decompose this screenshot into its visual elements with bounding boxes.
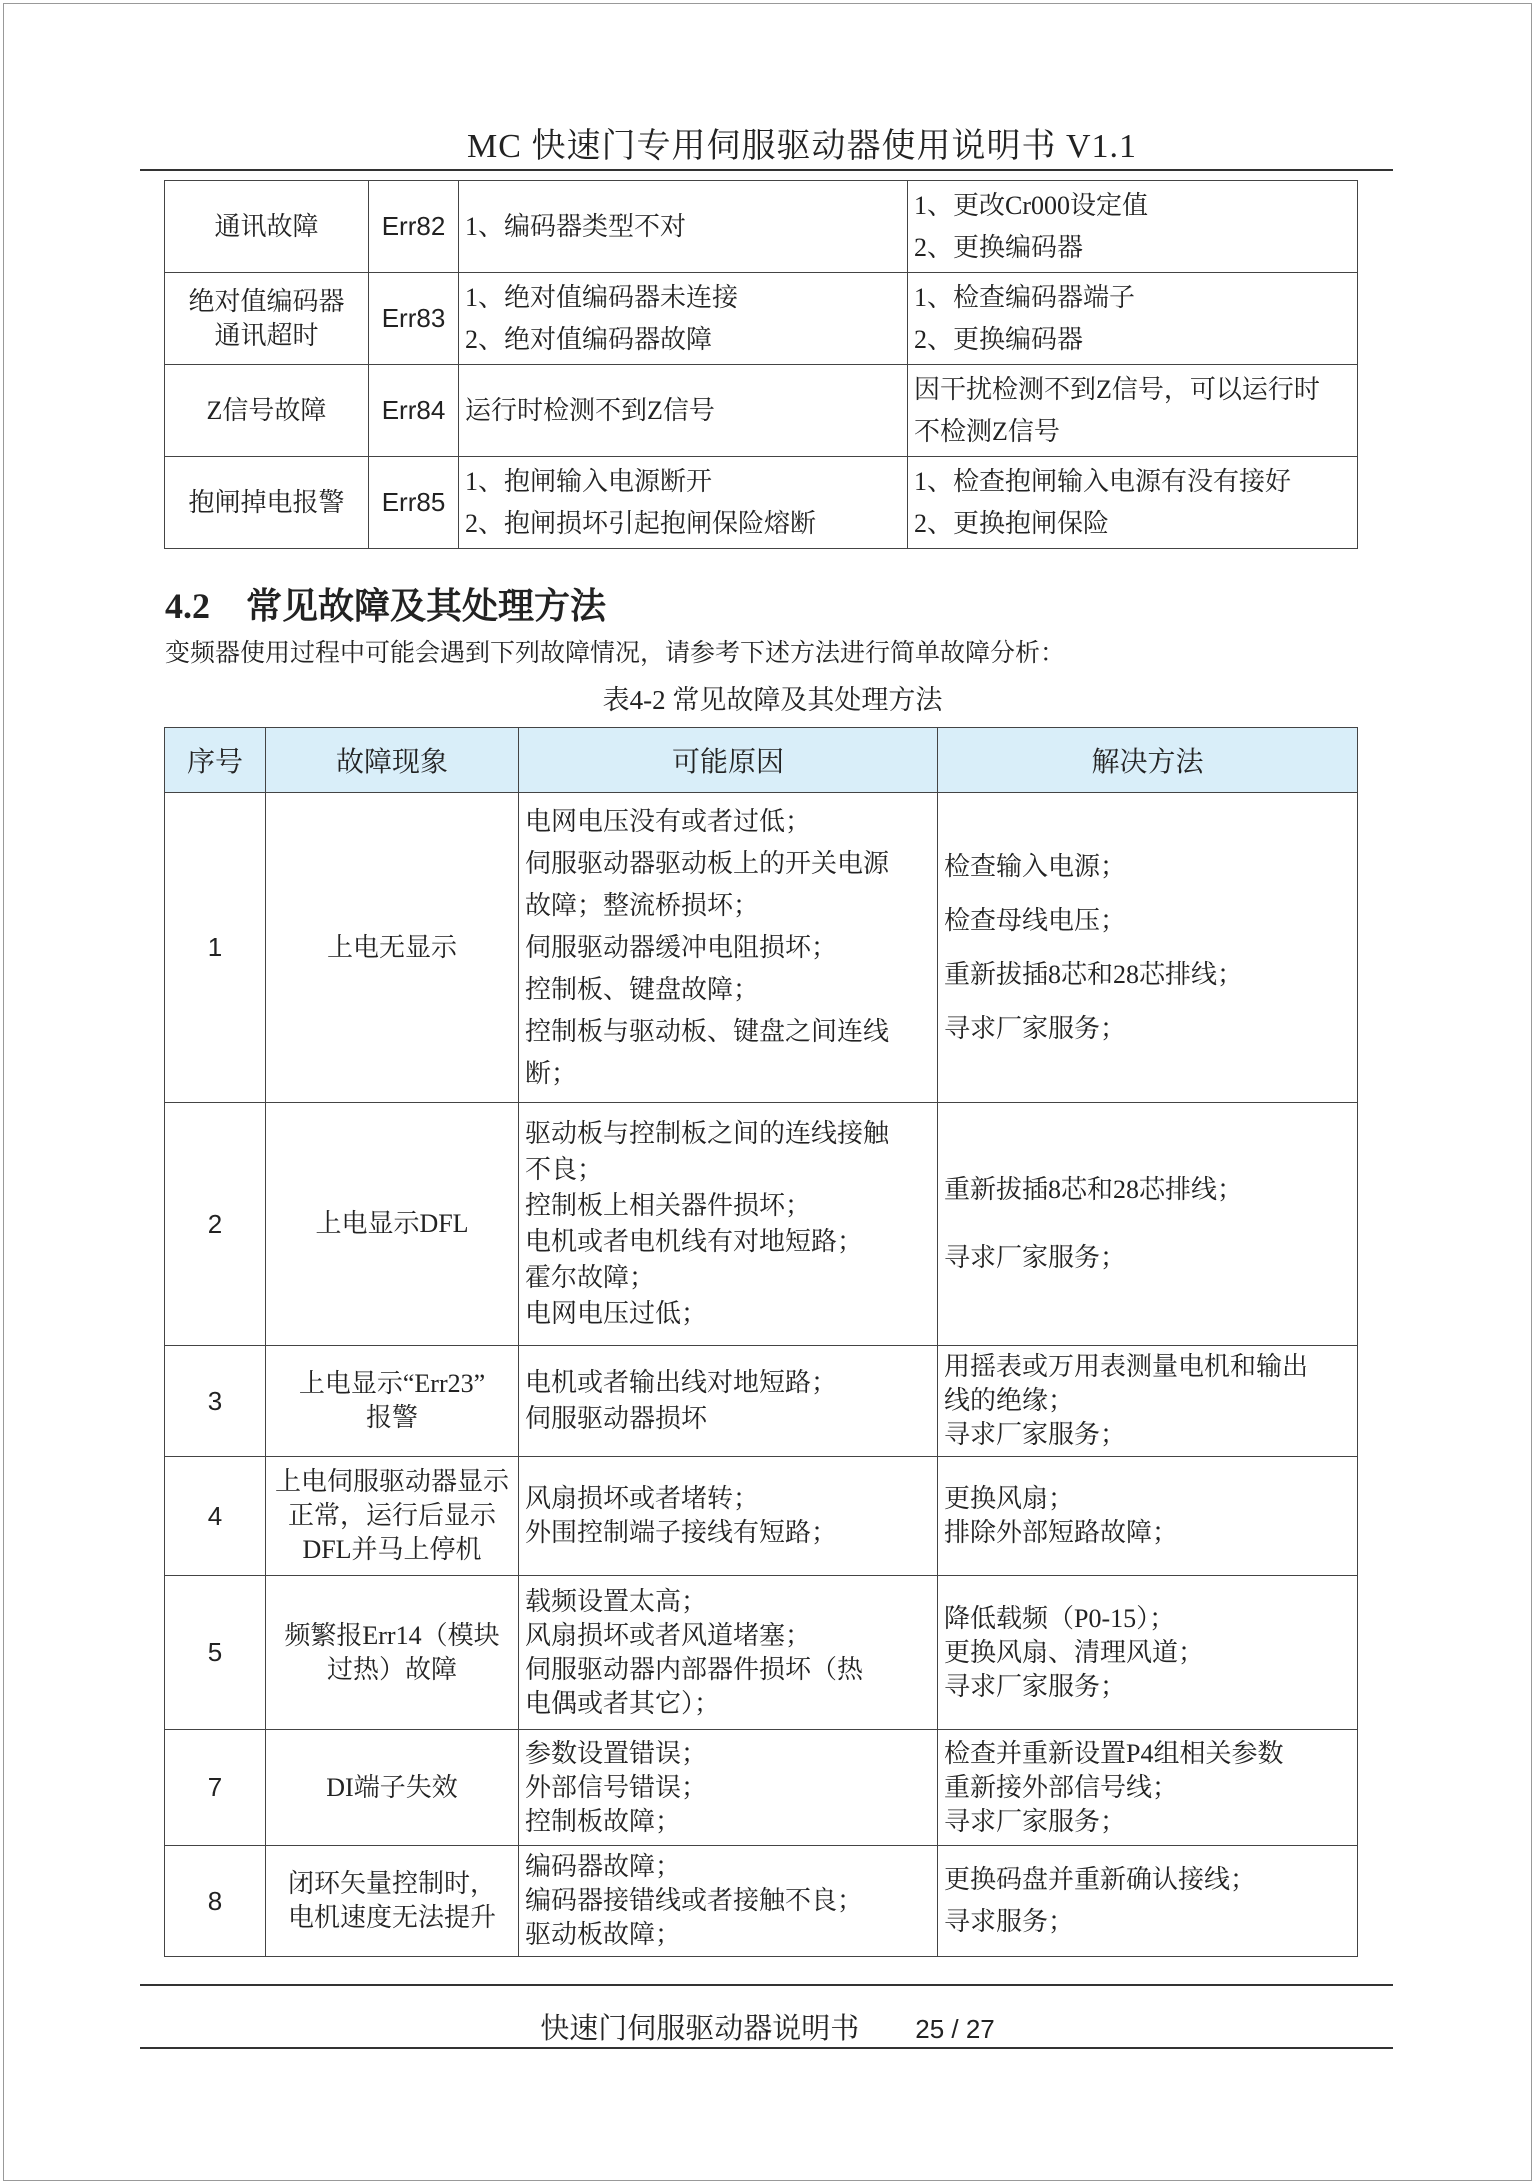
error-code-cell bbox=[369, 181, 459, 273]
cause-cell bbox=[459, 365, 908, 457]
cell-line: 检查并重新设置P4组相关参数 bbox=[944, 1738, 1284, 1768]
cell-line: 电机速度无法提升 bbox=[287, 1903, 496, 1932]
solution-cell bbox=[908, 181, 1358, 273]
col-header-solution: 解决方法 bbox=[938, 728, 1358, 793]
solution-cell bbox=[908, 273, 1358, 365]
cell-line: 上电无显示 bbox=[326, 932, 457, 962]
cell-line: 不良； bbox=[525, 1155, 604, 1184]
page-number: 25 / 27 bbox=[915, 2014, 995, 2044]
cause-cell bbox=[519, 1103, 938, 1346]
cell-line: 控制板与驱动板、键盘之间连线 bbox=[525, 1016, 890, 1046]
cell-line: 霍尔故障； bbox=[525, 1263, 656, 1292]
cell-line: 电网电压没有或者过低； bbox=[525, 806, 812, 836]
solution-cell bbox=[938, 793, 1358, 1103]
cell-line: 上电伺服驱动器显示 bbox=[274, 1467, 509, 1496]
section-heading: 4.2 常见故障及其处理方法 bbox=[165, 586, 607, 626]
cause-cell bbox=[459, 273, 908, 365]
cell-line: 报警 bbox=[365, 1403, 418, 1432]
cell-line: 电网电压过低； bbox=[525, 1299, 708, 1328]
fault-name-cell bbox=[165, 181, 369, 273]
cell-line: 电机或者输出线对地短路； bbox=[525, 1368, 838, 1397]
cell-line: 重新拔插8芯和28芯排线； bbox=[944, 959, 1244, 989]
cell-line: 1、检查编码器端子 bbox=[914, 282, 1136, 312]
row-number-cell: 2 bbox=[165, 1103, 266, 1346]
solution-cell bbox=[908, 365, 1358, 457]
cell-line: 1、绝对值编码器未连接 bbox=[465, 282, 739, 312]
cell-line: 通讯超时 bbox=[214, 320, 319, 350]
row-number-cell: 1 bbox=[165, 793, 266, 1103]
cell-line: 2、更换编码器 bbox=[914, 232, 1084, 262]
table-row bbox=[165, 1846, 1358, 1957]
table-caption: 表4-2 常见故障及其处理方法 bbox=[602, 685, 943, 715]
error-code-cell bbox=[369, 365, 459, 457]
fault-name-cell bbox=[165, 273, 369, 365]
symptom-cell bbox=[266, 1846, 519, 1957]
cell-line: 驱动板与控制板之间的连线接触 bbox=[525, 1119, 890, 1148]
cell-line: 更换风扇、清理风道； bbox=[944, 1637, 1205, 1667]
solution-cell bbox=[938, 1346, 1358, 1457]
cell-line: 过热）故障 bbox=[326, 1654, 457, 1684]
cell-line: 故障；整流桥损坏； bbox=[525, 890, 760, 920]
solution-cell bbox=[908, 457, 1358, 549]
cause-cell bbox=[519, 1576, 938, 1730]
symptom-cell bbox=[266, 1730, 519, 1846]
table-row bbox=[165, 1576, 1358, 1730]
cell-line: 1、抱闸输入电源断开 bbox=[465, 466, 713, 496]
cell-line: 1、检查抱闸输入电源有没有接好 bbox=[914, 466, 1292, 496]
solution-cell bbox=[938, 1730, 1358, 1846]
cell-line: 更换风扇； bbox=[944, 1484, 1075, 1513]
fault-name-cell bbox=[165, 365, 369, 457]
row-number-cell: 8 bbox=[165, 1846, 266, 1957]
cell-line: DFL并马上停机 bbox=[302, 1535, 482, 1564]
cell-line: 绝对值编码器 bbox=[188, 286, 345, 316]
cell-line: 控制板、键盘故障； bbox=[525, 974, 760, 1004]
cell-line: 2、抱闸损坏引起抱闸保险熔断 bbox=[465, 508, 817, 538]
solution-cell bbox=[938, 1846, 1358, 1957]
cell-line: 上电显示DFL bbox=[315, 1209, 469, 1238]
table-row bbox=[165, 1730, 1358, 1846]
page-footer bbox=[0, 2006, 1535, 2047]
error-code-cell bbox=[369, 273, 459, 365]
cell-line: 寻求厂家服务； bbox=[944, 1243, 1127, 1272]
footer-rule-top bbox=[140, 1984, 1393, 1986]
cell-line: DI端子失效 bbox=[326, 1772, 458, 1802]
cell-line: 伺服驱动器驱动板上的开关电源 bbox=[525, 848, 890, 878]
cell-line: Err84 bbox=[381, 395, 446, 425]
cell-line: 风扇损坏或者堵转； bbox=[525, 1484, 760, 1513]
cause-cell bbox=[519, 1846, 938, 1957]
row-number-cell: 5 bbox=[165, 1576, 266, 1730]
table-row bbox=[165, 181, 1358, 273]
cell-line: 检查母线电压； bbox=[944, 905, 1127, 935]
error-code-cell bbox=[369, 457, 459, 549]
col-header-no: 序号 bbox=[165, 728, 266, 793]
cell-line: 控制板故障； bbox=[525, 1806, 682, 1836]
cell-line: 线的绝缘； bbox=[944, 1386, 1075, 1415]
fault-name-cell bbox=[165, 457, 369, 549]
symptom-cell bbox=[266, 793, 519, 1103]
cell-line: 1、更改Cr000设定值 bbox=[914, 190, 1149, 220]
cell-line: 断； bbox=[525, 1058, 578, 1088]
cell-line: 不检测Z信号 bbox=[914, 416, 1060, 446]
solution-cell bbox=[938, 1103, 1358, 1346]
common-faults-table bbox=[164, 727, 1358, 1957]
col-header-cause: 可能原因 bbox=[519, 728, 938, 793]
cause-cell bbox=[519, 1457, 938, 1576]
table-row bbox=[165, 457, 1358, 549]
cell-line: 编码器接错线或者接触不良； bbox=[525, 1886, 864, 1915]
cell-line: 正常，运行后显示 bbox=[287, 1501, 496, 1530]
cell-line: 频繁报Err14（模块 bbox=[284, 1620, 500, 1650]
cell-line: 外围控制端子接线有短路； bbox=[525, 1518, 838, 1547]
cell-line: Err83 bbox=[381, 303, 446, 333]
header-rule bbox=[140, 169, 1393, 171]
table-row bbox=[165, 273, 1358, 365]
table-row bbox=[165, 365, 1358, 457]
cause-cell bbox=[459, 457, 908, 549]
cell-line: 寻求厂家服务； bbox=[944, 1013, 1127, 1043]
cell-line: 风扇损坏或者风道堵塞； bbox=[525, 1620, 812, 1650]
page-header-title: MC 快速门专用伺服驱动器使用说明书 V1.1 bbox=[467, 128, 1137, 165]
section-intro: 变频器使用过程中可能会遇到下列故障情况，请参考下述方法进行简单故障分析： bbox=[165, 640, 1066, 667]
cause-cell bbox=[519, 1730, 938, 1846]
row-number-cell: 4 bbox=[165, 1457, 266, 1576]
cause-cell bbox=[519, 793, 938, 1103]
cell-line: 通讯故障 bbox=[214, 211, 319, 241]
cell-line: 伺服驱动器内部器件损坏（热 bbox=[525, 1654, 864, 1684]
cell-line: 编码器故障； bbox=[525, 1852, 682, 1881]
cell-line: 闭环矢量控制时， bbox=[287, 1869, 496, 1898]
footer-title: 快速门伺服驱动器说明书 bbox=[540, 2013, 860, 2045]
cell-line: 2、更换抱闸保险 bbox=[914, 508, 1110, 538]
cell-line: 1、编码器类型不对 bbox=[465, 211, 687, 241]
footer-rule-bottom bbox=[140, 2047, 1393, 2049]
cause-cell bbox=[459, 181, 908, 273]
cell-line: 重新拔插8芯和28芯排线； bbox=[944, 1175, 1244, 1204]
row-number-cell: 3 bbox=[165, 1346, 266, 1457]
cell-line: 排除外部短路故障； bbox=[944, 1518, 1179, 1547]
cell-line: 2、更换编码器 bbox=[914, 324, 1084, 354]
cell-line: 运行时检测不到Z信号 bbox=[465, 395, 715, 425]
cell-line: 重新接外部信号线； bbox=[944, 1772, 1179, 1802]
symptom-cell bbox=[266, 1346, 519, 1457]
table-row bbox=[165, 1103, 1358, 1346]
table-header-row bbox=[165, 728, 1358, 793]
cell-line: 2、绝对值编码器故障 bbox=[465, 324, 713, 354]
cell-line: 更换码盘并重新确认接线； bbox=[944, 1865, 1257, 1894]
cell-line: 因干扰检测不到Z信号，可以运行时 bbox=[914, 374, 1320, 404]
cell-line: 寻求厂家服务； bbox=[944, 1806, 1127, 1836]
cell-line: 寻求服务； bbox=[944, 1907, 1075, 1936]
symptom-cell bbox=[266, 1457, 519, 1576]
cell-line: 伺服驱动器损坏 bbox=[525, 1404, 708, 1433]
solution-cell bbox=[938, 1576, 1358, 1730]
cell-line: 伺服驱动器缓冲电阻损坏； bbox=[525, 932, 838, 962]
cell-line: 驱动板故障； bbox=[525, 1920, 682, 1949]
cell-line: Z信号故障 bbox=[206, 395, 327, 425]
table-row bbox=[165, 1346, 1358, 1457]
symptom-cell bbox=[266, 1103, 519, 1346]
table-row bbox=[165, 793, 1358, 1103]
row-number-cell: 7 bbox=[165, 1730, 266, 1846]
col-header-symptom: 故障现象 bbox=[266, 728, 519, 793]
cell-line: Err82 bbox=[381, 211, 446, 241]
cell-line: 参数设置错误； bbox=[525, 1738, 708, 1768]
cell-line: 电偶或者其它）； bbox=[525, 1688, 721, 1718]
cell-line: 抱闸掉电报警 bbox=[188, 487, 345, 517]
cell-line: 控制板上相关器件损坏； bbox=[525, 1191, 812, 1220]
solution-cell bbox=[938, 1457, 1358, 1576]
cause-cell bbox=[519, 1346, 938, 1457]
cell-line: Err85 bbox=[381, 487, 446, 517]
cell-line: 用摇表或万用表测量电机和输出 bbox=[944, 1352, 1309, 1381]
cell-line: 寻求厂家服务； bbox=[944, 1671, 1127, 1701]
cell-line: 上电显示“Err23” bbox=[298, 1369, 486, 1398]
cell-line: 载频设置太高； bbox=[525, 1586, 708, 1616]
cell-line: 电机或者电机线有对地短路； bbox=[525, 1227, 864, 1256]
cell-line: 降低载频（P0-15）； bbox=[944, 1603, 1176, 1633]
cell-line: 寻求厂家服务； bbox=[944, 1420, 1127, 1449]
cell-line: 检查输入电源； bbox=[944, 851, 1127, 881]
cell-line: 外部信号错误； bbox=[525, 1772, 708, 1802]
symptom-cell bbox=[266, 1576, 519, 1730]
error-code-table bbox=[164, 180, 1358, 549]
table-row bbox=[165, 1457, 1358, 1576]
